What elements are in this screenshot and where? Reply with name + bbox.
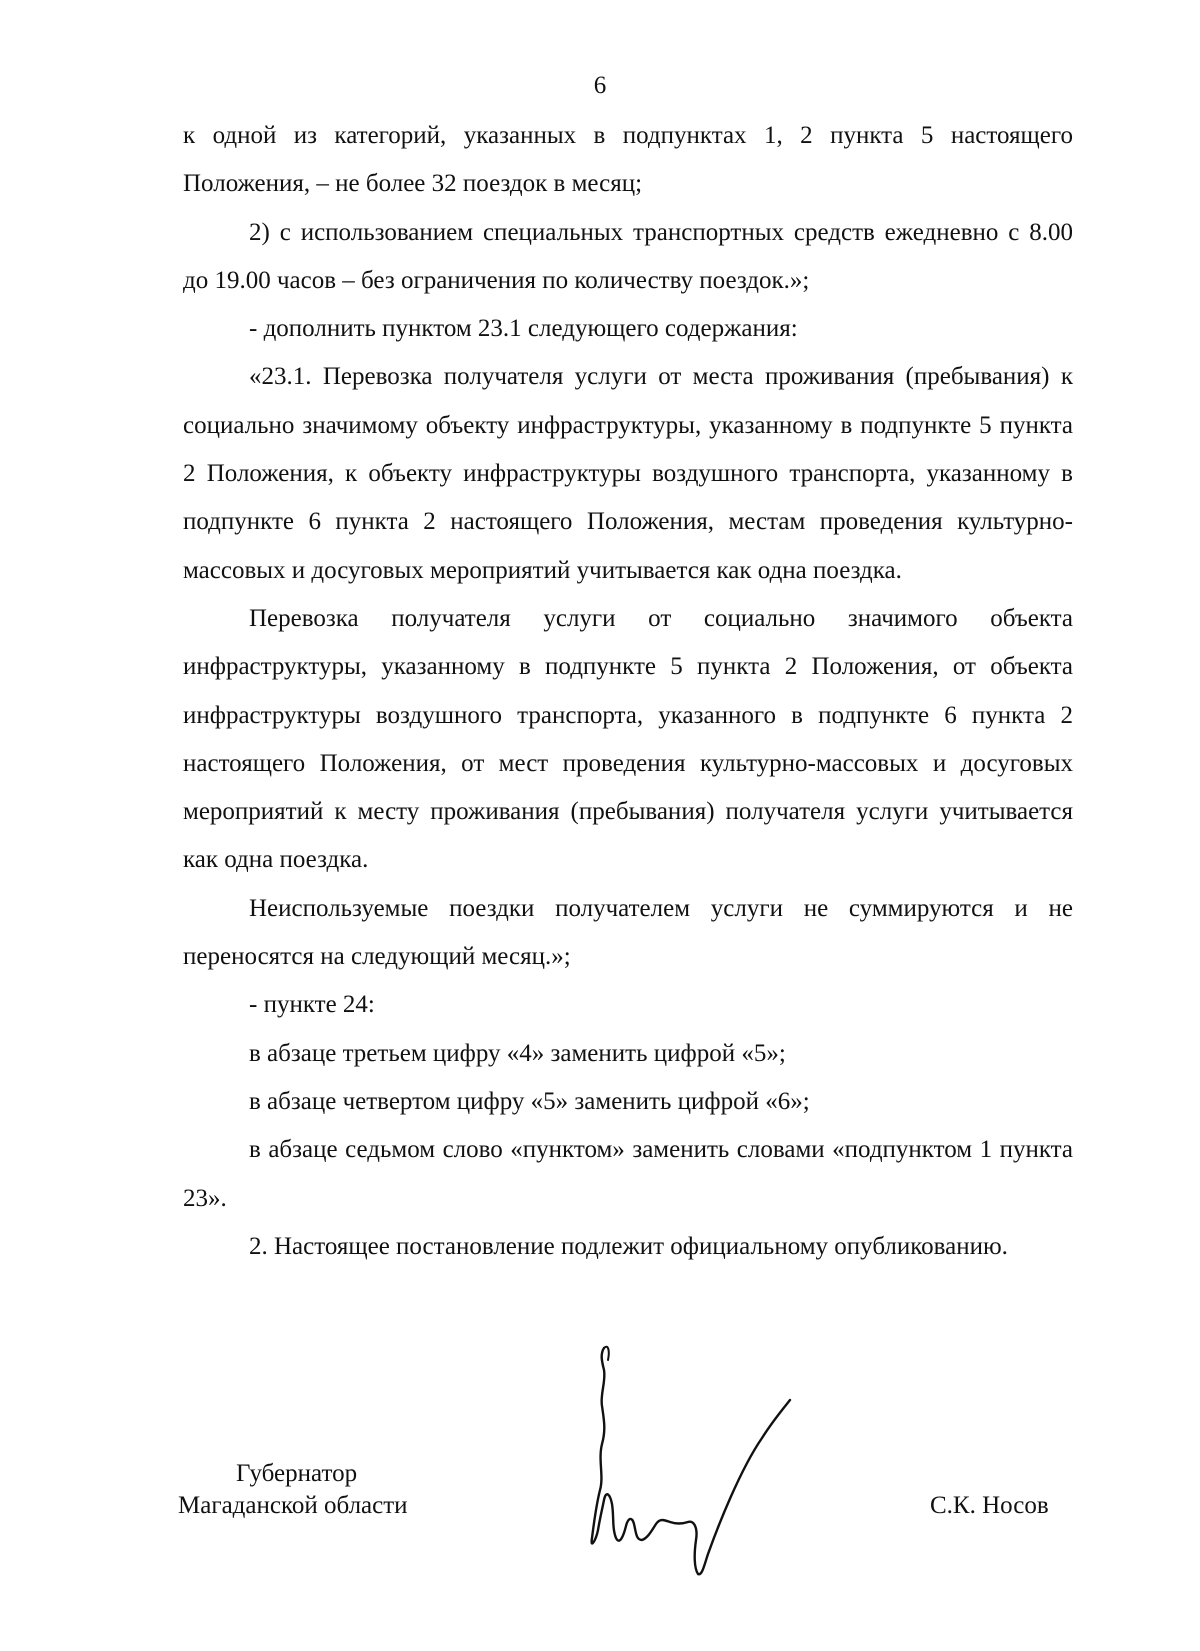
paragraph-abzac-4: в абзаце четвертом цифру «5» заменить цифрой «6»; <box>249 1087 810 1115</box>
paragraph-continuation: к одной из категорий, указанных в подпунктах 1, 2 пункта 5 настоящего Положения, – не более 32 поездок в месяц; <box>183 122 1073 198</box>
document-body <box>183 112 1073 1271</box>
paragraph-item-24: - пункте 24: <box>249 991 375 1019</box>
paragraph-abzac-7: в абзаце седьмом слово «пунктом» заменить словами «подпунктом 1 пункта 23». <box>183 1136 1073 1212</box>
handwritten-signature <box>590 1340 820 1580</box>
paragraph-unused-trips: Неиспользуемые поездки получателем услуги не суммируются и не переносятся на следующий месяц.»; <box>183 894 1073 971</box>
paragraph-item-2: 2) с использованием специальных транспортных средств ежедневно с 8.00 до 19.00 часов – без ограничения по количеству поездок.»; <box>183 218 1073 294</box>
signatory-title-line2: Магаданской области <box>178 1492 408 1519</box>
paragraph-publication: 2. Настоящее постановление подлежит официальному опубликованию. <box>249 1232 1008 1260</box>
paragraph-23-1-text: «23.1. Перевозка получателя услуги от места проживания (пребывания) к социально значимому объекту инфраструктуры, указанному в подпункте 5 пункта 2 Положения, к объекту инфраструктуры воздушного транспорта, указанному в подпункте 6 пункта 2 настоящего Положения, местам проведения культурно-массовых и досуговых мероприятий учитывается как одна поездка. <box>183 363 1073 584</box>
paragraph-amendment-23-1: - дополнить пунктом 23.1 следующего содержания: <box>249 315 798 343</box>
paragraph-abzac-3: в абзаце третьем цифру «4» заменить цифрой «5»; <box>249 1039 786 1067</box>
paragraph-return-trip: Перевозка получателя услуги от социально значимого объекта инфраструктуры, указанному в подпункте 5 пункта 2 Положения, от объекта инфраструктуры воздушного транспорта, указанного в подпункте 6 пункта 2 настоящего Положения, от мест проведения культурно-массовых и досуговых мероприятий к месту проживания (пребывания) получателя услуги учитывается как одна поездка. <box>183 604 1073 874</box>
signatory-name: С.К. Носов <box>930 1492 1049 1519</box>
signatory-title <box>178 1458 408 1522</box>
page-number: 6 <box>593 72 607 99</box>
signatory-title-line1: Губернатор <box>236 1460 358 1487</box>
